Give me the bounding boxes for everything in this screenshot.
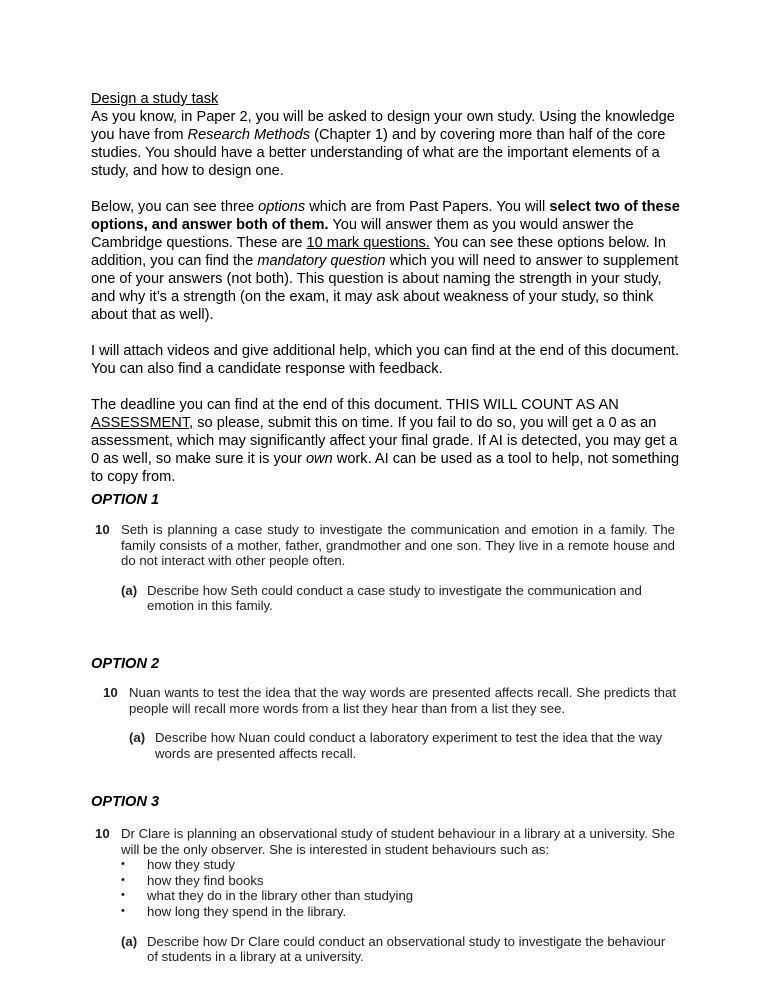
part-text: Describe how Dr Clare could conduct an observational study to investigate the behaviour of students in a library at a university. bbox=[147, 933, 666, 965]
document-body bbox=[91, 90, 681, 504]
question-text: Dr Clare is planning an observational study of student behaviour in a library at a university. She will be the only observer. She is interested in student behaviours such as: bbox=[121, 826, 675, 857]
bullet-text: how long they spend in the library. bbox=[147, 903, 347, 919]
options-text-e: which you will need to answer to supplement one of your answers (not both). This question is about naming the strength in your study, and why it’s a strength (on the exam, it may ask about weakness of your study, so think about that as well). bbox=[91, 253, 679, 323]
bullet-icon: • bbox=[121, 904, 125, 917]
part-label: (a) bbox=[121, 933, 138, 949]
bullet-text: how they find books bbox=[147, 872, 264, 888]
options-text-a: Below, you can see three bbox=[91, 199, 259, 215]
behaviour-bullet-list bbox=[95, 857, 675, 919]
question-number: 10 bbox=[103, 685, 118, 700]
document-title: Design a study task bbox=[91, 91, 219, 107]
deadline-text-a: The deadline you can find at the end of this document. THIS WILL COUNT AS AN bbox=[91, 397, 619, 413]
options-text-b: which are from Past Papers. You will bbox=[305, 199, 550, 215]
bullet-icon: • bbox=[121, 889, 125, 902]
help-paragraph: I will attach videos and give additional help, which you can find at the end of this document. You can also find a candidate response with feedback. bbox=[91, 343, 680, 377]
options-bold-instruction: select two of these options, and answer both of them. bbox=[91, 199, 680, 233]
question-number: 10 bbox=[95, 826, 110, 841]
options-italic-options: options bbox=[258, 199, 306, 215]
deadline-paragraph bbox=[91, 396, 681, 486]
intro-text-2: (Chapter 1) and by covering more than half of the core studies. You should have a better understanding of what are the important elements of a study, and how to design one. bbox=[91, 127, 666, 179]
deadline-text-b: so please, submit this on time. If you fail to do so, you will get a 0 as an assessment, which may significantly affect your final grade. If AI is detected, you may get a 0 as well, so make sure it is your bbox=[91, 415, 678, 467]
part-label: (a) bbox=[129, 730, 146, 746]
bullet-icon: • bbox=[121, 873, 125, 886]
question-number: 10 bbox=[95, 522, 110, 537]
part-label: (a) bbox=[121, 582, 138, 598]
part-text: Describe how Nuan could conduct a laboratory experiment to test the idea that the way words are presented affects recall. bbox=[155, 730, 663, 761]
bullet-item bbox=[121, 873, 675, 889]
bullet-item bbox=[121, 888, 675, 904]
intro-text-1: As you know, in Paper 2, you will be asked to design your own study. Using the knowledge you have from bbox=[91, 109, 675, 143]
deadline-text-c: work. AI can be used as a tool to help, not something to copy from. bbox=[91, 451, 680, 485]
option-1-question-image bbox=[95, 522, 675, 614]
bullet-item bbox=[121, 904, 675, 920]
bullet-icon: • bbox=[121, 858, 125, 871]
intro-italic-research-methods: Research Methods bbox=[187, 127, 311, 143]
question-text: Nuan wants to test the idea that the way words are presented affects recall. She predicts that people will recall more words from a list they hear than from a list they see. bbox=[129, 685, 676, 716]
option-3-heading: OPTION 3 bbox=[91, 794, 160, 810]
option-1-heading: OPTION 1 bbox=[91, 492, 160, 508]
intro-paragraph bbox=[91, 108, 681, 180]
bullet-text: how they study bbox=[147, 857, 235, 873]
options-text-d: You can see these options below. In addition, you can find the bbox=[91, 235, 666, 269]
deadline-italic-own: own bbox=[305, 451, 333, 467]
option-3-question-image bbox=[95, 826, 675, 965]
bullet-item bbox=[121, 857, 675, 873]
deadline-underline-assessment: ASSESSMENT, bbox=[91, 415, 194, 431]
part-text: Describe how Seth could conduct a case study to investigate the communication and emotion in this family. bbox=[147, 582, 642, 614]
option-2-heading: OPTION 2 bbox=[91, 656, 160, 672]
bullet-text: what they do in the library other than studying bbox=[147, 888, 414, 904]
options-text-c: You will answer them as you would answer the Cambridge questions. These are bbox=[91, 217, 634, 251]
question-text: Seth is planning a case study to investigate the communication and emotion in a family. The family consists of a mother, father, grandmother and one son. They live in a remote house and do not interact with other people often. bbox=[121, 522, 675, 569]
options-underline-marks: 10 mark questions. bbox=[306, 235, 430, 251]
options-paragraph bbox=[91, 198, 681, 324]
options-italic-mandatory: mandatory question bbox=[257, 253, 386, 269]
option-2-question-image bbox=[103, 685, 676, 761]
